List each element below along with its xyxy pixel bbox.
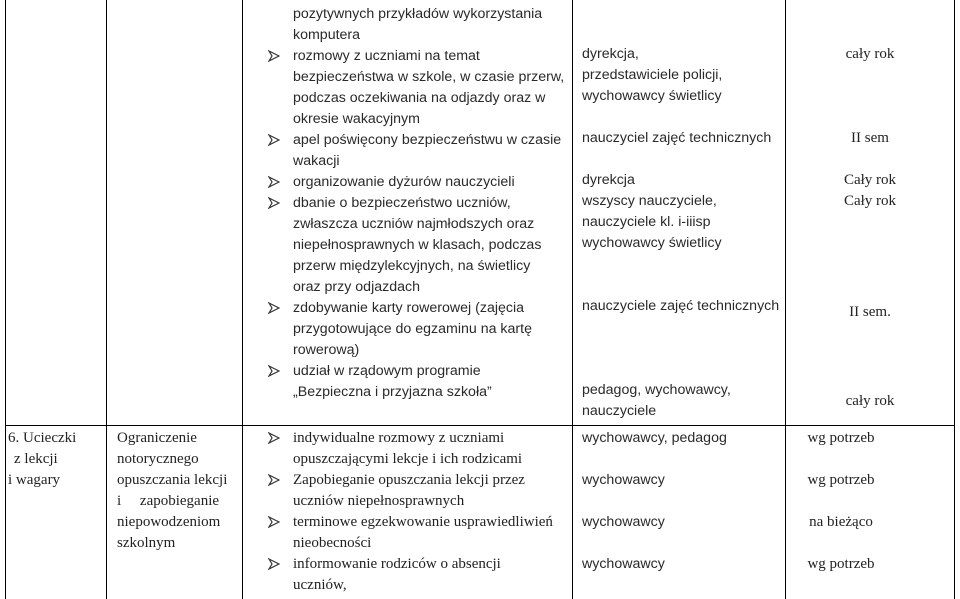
col-divider-4	[785, 0, 786, 599]
responsible-text: wychowawcy	[582, 472, 665, 488]
responsible-text: nauczyciel zajęć technicznych	[582, 130, 772, 146]
activity-line	[293, 4, 569, 25]
section-number: z lekcji	[14, 451, 58, 467]
activity-line	[293, 512, 569, 533]
row-divider	[5, 425, 955, 426]
activity-line	[293, 235, 569, 256]
table-border-left	[5, 0, 6, 599]
goal-text: notorycznego	[117, 451, 199, 467]
activity-line	[293, 109, 569, 130]
arrow-bullet-icon	[268, 512, 282, 533]
activity-text: wakacji	[293, 153, 340, 169]
activity-text: zdobywanie karty rowerowej (zajęcia	[293, 300, 525, 316]
activity-text: pozytywnych przykładów wykorzystania	[293, 6, 543, 22]
arrow-bullet-icon	[268, 46, 282, 67]
section-number: i wagary	[8, 472, 61, 488]
responsible-text: wychowawcy świetlicy	[582, 235, 722, 251]
goal-text: szkolnym	[117, 535, 176, 551]
activity-text: bezpieczeństwa w szkole, w czasie przerw,	[293, 69, 565, 85]
goal-text: niepowodzeniom	[117, 514, 221, 530]
col-divider-3	[572, 0, 573, 599]
goal-text: i zapobieganie	[117, 493, 220, 509]
activity-line	[293, 361, 569, 382]
activity-line	[293, 428, 569, 449]
activity-text: terminowe egzekwowanie usprawiedliwień	[293, 514, 553, 530]
activity-text: przerw międzylekcyjnych, na świetlicy	[293, 258, 531, 274]
responsible-text: nauczyciele	[582, 403, 657, 419]
arrow-bullet-icon	[268, 298, 282, 319]
activity-text: przygotowujące do egzaminu na kartę	[293, 321, 532, 337]
activity-line	[293, 214, 569, 235]
bottom-activities	[293, 428, 569, 596]
responsible-text: wychowawcy, pedagog	[582, 430, 727, 446]
activity-text: informowanie rodziców o absencji	[293, 556, 501, 572]
activity-line	[293, 46, 569, 67]
activity-text: organizowanie dyżurów nauczycieli	[293, 174, 515, 190]
arrow-bullet-icon	[268, 130, 282, 151]
activity-text: opuszczającymi lekcje i ich rodzicami	[293, 451, 523, 467]
activity-line	[293, 340, 569, 361]
goal-text: opuszczania lekcji	[117, 472, 228, 488]
arrow-bullet-icon	[268, 428, 282, 449]
term-text: II sem	[851, 130, 889, 146]
activity-text: apel poświęcony bezpieczeństwu w czasie	[293, 132, 562, 148]
term-text: wg potrzeb	[807, 430, 875, 446]
term-text: na bieżąco	[809, 514, 873, 530]
activity-line	[293, 491, 569, 512]
goal-text: Ograniczenie	[117, 430, 197, 446]
activity-line	[293, 533, 569, 554]
term-text: wg potrzeb	[807, 472, 875, 488]
activity-text: okresie wakacyjnym	[293, 111, 420, 127]
responsible-text: wychowawcy	[582, 556, 665, 572]
activity-text: oraz przy odjazdach	[293, 279, 420, 295]
activity-line	[293, 277, 569, 298]
activity-text: zwłaszcza uczniów najmłodszych oraz	[293, 216, 535, 232]
top-activities	[293, 4, 569, 403]
activity-line	[293, 172, 569, 193]
activity-line	[293, 88, 569, 109]
activity-text: Zapobieganie opuszczania lekcji przez	[293, 472, 525, 488]
activity-line	[293, 554, 569, 575]
responsible-text: dyrekcja	[582, 172, 635, 188]
responsible-text: dyrekcja,	[582, 46, 639, 62]
activity-line	[293, 382, 569, 403]
responsible-text: wychowawcy świetlicy	[582, 88, 722, 104]
activity-text: rowerową)	[293, 342, 360, 358]
activity-line	[293, 67, 569, 88]
activity-text: rozmowy z uczniami na temat	[293, 48, 480, 64]
responsible-text: nauczyciele zajęć technicznych	[582, 298, 780, 314]
term-text: cały rok	[845, 46, 895, 62]
arrow-bullet-icon	[268, 361, 282, 382]
col-divider-1	[106, 0, 107, 599]
term-text: wg potrzeb	[807, 556, 875, 572]
activity-text: uczniów niepełnosprawnych	[293, 493, 465, 509]
activity-text: niepełnosprawnych w klasach, podczas	[293, 237, 542, 253]
table-border-right	[954, 0, 955, 599]
activity-text: dbanie o bezpieczeństwo uczniów,	[293, 195, 511, 211]
activity-line	[293, 449, 569, 470]
activity-text: podczas oczekiwania na odjazdy oraz w	[293, 90, 546, 106]
section-number: 6. Ucieczki	[8, 430, 77, 446]
arrow-bullet-icon	[268, 172, 282, 193]
responsible-text: wszyscy nauczyciele,	[582, 193, 717, 209]
arrow-bullet-icon	[268, 193, 282, 214]
term-text: cały rok	[845, 393, 895, 409]
activity-text: uczniów,	[293, 577, 347, 593]
activity-text: indywidualne rozmowy z uczniami	[293, 430, 505, 446]
activity-line	[293, 25, 569, 46]
activity-line	[293, 575, 569, 596]
responsible-text: wychowawcy	[582, 514, 665, 530]
responsible-text: nauczyciele kl. i-iiisp	[582, 214, 711, 230]
activity-line	[293, 319, 569, 340]
activity-line	[293, 193, 569, 214]
arrow-bullet-icon	[268, 470, 282, 491]
arrow-bullet-icon	[268, 554, 282, 575]
activity-line	[293, 130, 569, 151]
activity-text: komputera	[293, 27, 361, 43]
activity-line	[293, 298, 569, 319]
activity-line	[293, 256, 569, 277]
activity-text: „Bezpieczna i przyjazna szkoła”	[293, 384, 492, 400]
term-text: II sem.	[849, 304, 891, 320]
responsible-text: pedagog, wychowawcy,	[582, 382, 731, 398]
activity-text: udział w rządowym programie	[293, 363, 481, 379]
term-text: Cały rok	[843, 172, 897, 188]
activity-line	[293, 151, 569, 172]
col-divider-2	[242, 0, 243, 599]
activity-text: nieobecności	[293, 535, 372, 551]
term-text: Cały rok	[843, 193, 897, 209]
activity-line	[293, 470, 569, 491]
responsible-text: przedstawiciele policji,	[582, 67, 723, 83]
